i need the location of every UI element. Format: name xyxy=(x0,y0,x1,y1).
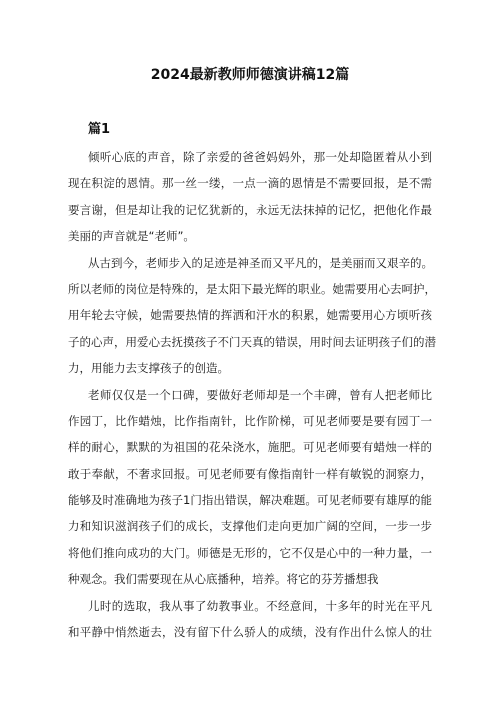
body-line: 美丽的声音就是“老师”。 xyxy=(68,229,195,244)
paragraph-3 xyxy=(68,382,432,593)
section-heading: 篇1 xyxy=(88,122,111,137)
body-line: 要言谢，但是却让我的记忆犹新的，永远无法抹掉的记忆，把他化作最 xyxy=(68,202,432,217)
body-line: 力和知识滋润孩子们的成长，支撑他们走向更加广阔的空间，一步一步 xyxy=(68,519,432,534)
body-line: 种观念。我们需要现在从心底播种，培养。将它的芬芳播想我 xyxy=(68,572,379,587)
body-line: 现在积淀的恩情。那一丝一缕，一点一滴的恩情是不需要回报，是不需 xyxy=(68,176,432,191)
body-line: 将他们推向成功的大门。师德是无形的，它不仅是心中的一种力量，一 xyxy=(68,545,432,560)
paragraph-2 xyxy=(68,250,436,382)
body-line: 能够及时准确地为孩子1门指出错误，解决难题。可见老师要有雄厚的能 xyxy=(68,493,432,508)
body-line: 倾听心底的声音，除了亲爱的爸爸妈妈外，那一处却隐匿着从小到 xyxy=(88,150,432,164)
body-line: 力，用能力去支撑孩子的创造。 xyxy=(68,361,229,376)
document-body xyxy=(68,144,436,645)
body-line: 从古到今，老师步入的足迹是神圣而又平凡的，是美丽而又艰辛的。 xyxy=(88,255,433,270)
body-line: 样的耐心，默默的为祖国的花朵浇水，施肥。可见老师要有蜡烛一样的 xyxy=(68,440,432,455)
body-line: 儿时的选取，我从事了幼教事业。不经意间，十多年的时光在平凡 xyxy=(88,598,432,613)
body-line: 所以老师的岗位是特殊的，是太阳下最光辉的职业。她需要用心去呵护， xyxy=(68,281,436,296)
body-line: 老师仅仅是一个口碑，要做好老师却是一个丰碑，曾有人把老师比 xyxy=(88,387,432,402)
paragraph-1 xyxy=(68,144,432,250)
body-line: 作园丁，比作蜡烛，比作指南针，比作阶梯，可见老师要是要有园丁一 xyxy=(68,413,432,428)
body-line: 和平静中悄然逝去，没有留下什么骄人的成绩，没有作出什么惊人的壮 xyxy=(68,625,432,640)
body-line: 敢于奉献，不奢求回报。可见老师要有像指南针一样有敏锐的洞察力， xyxy=(68,466,432,481)
body-line: 用年轮去守候，她需要热情的挥洒和汗水的积累，她需要用心方顷听孩 xyxy=(68,308,432,323)
paragraph-4 xyxy=(68,593,432,646)
body-line: 子的心声，用爱心去抚摸孩子不门天真的错误，用时间去证明孩子们的潜 xyxy=(68,334,436,349)
document-title: 2024最新教师师德演讲稿12篇 xyxy=(150,67,350,83)
